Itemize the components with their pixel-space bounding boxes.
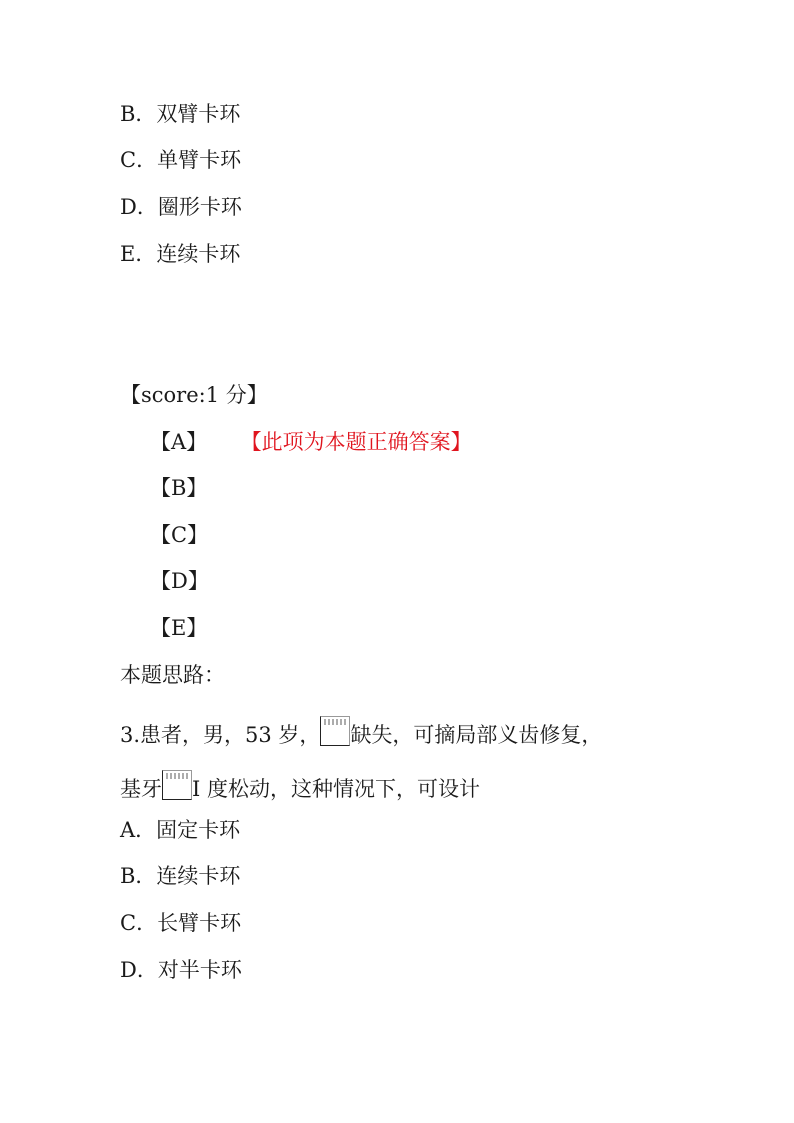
option-next-b: B．连续卡环 <box>120 864 241 888</box>
answer-d: 【D】 <box>150 569 209 593</box>
option-prev-e: E．连续卡环 <box>120 242 241 266</box>
question-line-1 <box>120 716 602 749</box>
question-text-1a: 3.患者，男，53 岁， <box>120 723 321 747</box>
answer-c: 【C】 <box>150 523 209 547</box>
option-next-c: C．长臂卡环 <box>120 911 242 935</box>
score-label: 【score:1 分】 <box>120 383 268 407</box>
answer-b: 【B】 <box>150 476 208 500</box>
question-text-2b: I 度松动，这种情况下，可设计 <box>192 777 480 801</box>
option-prev-b: B．双臂卡环 <box>120 102 241 126</box>
answer-e: 【E】 <box>150 616 208 640</box>
question-line-2 <box>120 770 480 803</box>
option-next-a: A．固定卡环 <box>120 818 241 842</box>
option-next-d: D．对半卡环 <box>120 958 242 982</box>
answer-a-label: 【A】 <box>150 430 208 454</box>
question-text-1b: 缺失，可摘局部义齿修复， <box>350 723 603 747</box>
option-prev-d: D．圈形卡环 <box>120 195 242 219</box>
question-text-2a: 基牙 <box>120 777 162 801</box>
option-prev-c: C．单臂卡环 <box>120 148 242 172</box>
answer-a <box>150 428 472 456</box>
tooth-diagram-icon <box>320 716 350 746</box>
tooth-diagram-icon <box>162 770 192 800</box>
correct-answer-note: 【此项为本题正确答案】 <box>251 430 472 454</box>
hint-label: 本题思路： <box>120 663 225 687</box>
